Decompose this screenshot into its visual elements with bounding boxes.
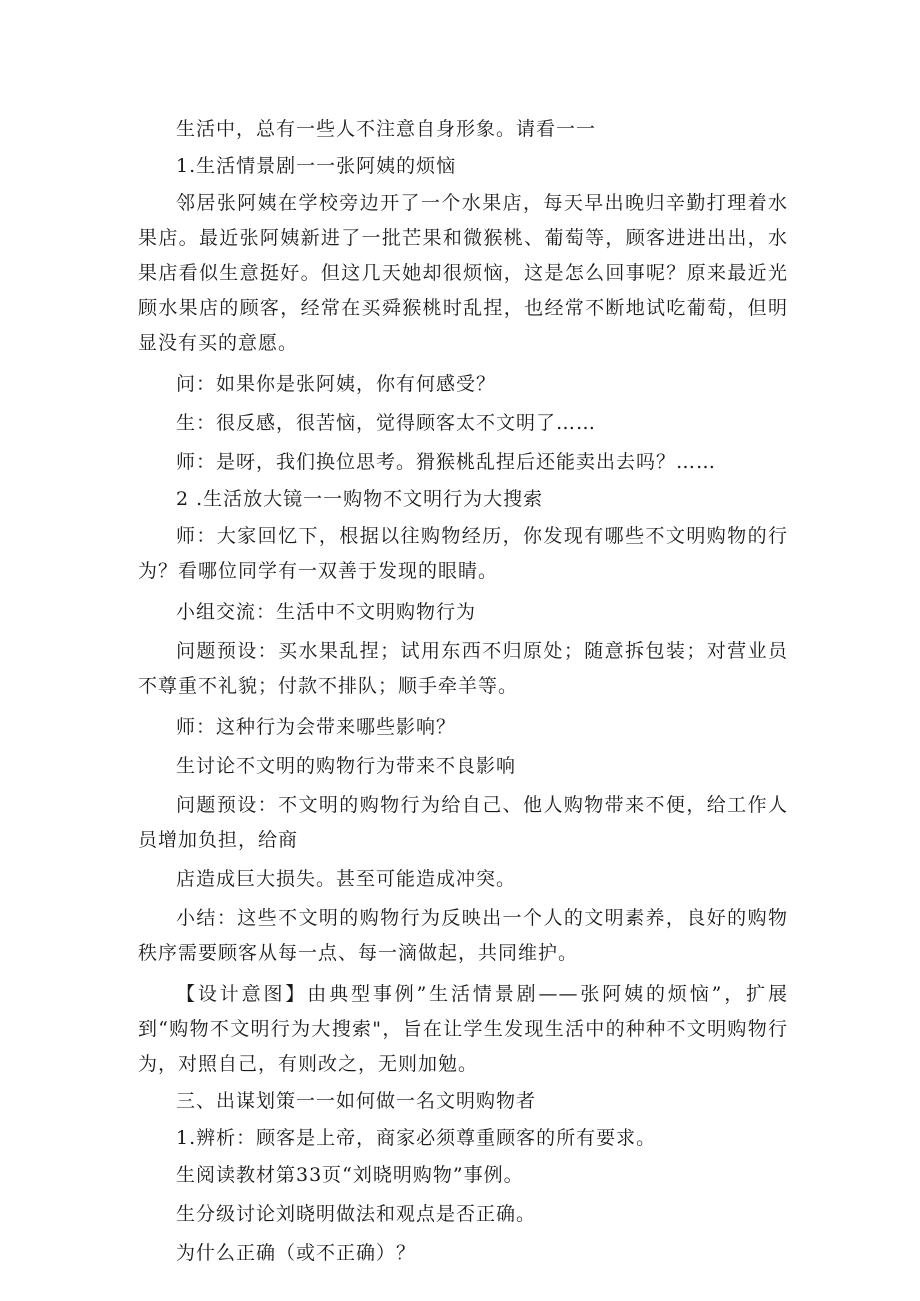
teacher-question-paragraph: 师：这种行为会带来哪些影响？ — [176, 716, 457, 738]
question-paragraph: 问：如果你是张阿姨，你有何感受？ — [176, 373, 497, 395]
preset-answer-paragraph: 问题预设：买水果乱捏；试用东西不归原处；随意拆包装；对营业员不尊重不礼貌；付款不排队；顺手牵羊等。 — [138, 640, 788, 697]
reading-task-paragraph: 生阅读教材第33页“刘晓明购物”事例。 — [176, 1164, 524, 1186]
reason-question-paragraph: 为什么正确（或不正确）？ — [176, 1242, 417, 1264]
preset-impact-paragraph: 问题预设：不文明的购物行为给自己、他人购物带来不便，给工作人员增加负担，给商 — [138, 794, 788, 851]
story-paragraph: 邻居张阿姨在学校旁边开了一个水果店，每天早出晚归辛勤打理着水果店。最近张阿姨新进了一批芒果和微猴桃、葡萄等，顾客进进出出，水果店看似生意挺好。但这几天她却很烦恼，这是怎么回事呢？原来最近光顾水果店的顾客，经常在买舜猴桃时乱捏，也经常不断地试吃葡萄，但明显没有买的意愿。 — [138, 192, 788, 354]
group-task-paragraph: 生分级讨论刘晓明做法和观点是否正确。 — [176, 1203, 537, 1225]
section-heading-civilized-shopper: 三、出谋划策一一如何做一名文明购物者 — [176, 1090, 537, 1112]
intro-paragraph: 生活中，总有一些人不注意自身形象。请看一一 — [176, 118, 597, 140]
teacher-remark-paragraph: 师：是呀，我们换位思考。猾猴桃乱捏后还能卖出去吗？…… — [176, 451, 717, 473]
teacher-prompt-paragraph: 师：大家回忆下，根据以往购物经历，你发现有哪些不文明购物的行为？看哪位同学有一双善于发现的眼睛。 — [138, 525, 788, 582]
preset-impact-continued-paragraph: 店造成巨大损失。甚至可能造成冲突。 — [176, 868, 517, 890]
student-answer-paragraph: 生：很反感，很苦恼，觉得顾客太不文明了…… — [176, 412, 597, 434]
design-intent-paragraph: 【设计意图】由典型事例”生活情景剧——张阿姨的烦恼”，扩展到“购物不文明行为大搜索"，旨在让学生发现生活中的种种不文明购物行为，对照自己，有则改之，无则加勉。 — [138, 983, 788, 1075]
section-heading-scene-drama: 1.生活情景剧一一张阿姨的烦恼 — [176, 155, 457, 177]
group-discussion-paragraph: 小组交流：生活中不文明购物行为 — [176, 601, 477, 623]
analysis-paragraph: 1.辨析：顾客是上帝，商家必须尊重顾客的所有要求。 — [176, 1127, 657, 1149]
student-discussion-paragraph: 生讨论不文明的购物行为带来不良影响 — [176, 755, 517, 777]
summary-paragraph: 小结：这些不文明的购物行为反映出一个人的文明素养，良好的购物秩序需要顾客从每一点、每一滴做起，共同维护。 — [138, 907, 788, 964]
section-heading-magnifier: 2 .生活放大镜一一购物不文明行为大搜索 — [176, 488, 544, 510]
